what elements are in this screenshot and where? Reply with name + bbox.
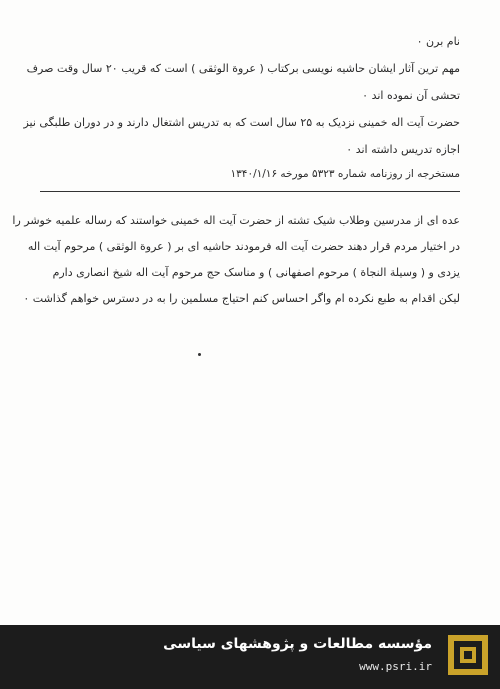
divider-line	[40, 191, 460, 192]
text-line: تحشی آن نموده اند ۰	[362, 89, 460, 102]
paragraph-two	[12, 208, 460, 312]
institute-logo-icon	[448, 635, 488, 675]
text-line: لیکن اقدام به طبع نکرده ام واگر احساس کنم احتیاج مسلمین را به در دسترس خواهم گذاشت ۰	[23, 292, 460, 305]
footer-text	[163, 633, 432, 676]
website-url: www.psri.ir	[359, 660, 432, 673]
text-line: حضرت آیت اله خمینی نزدیک به ۲۵ سال است که به تدریس اشتغال دارند و در دوران طلبگی نیز	[23, 116, 460, 129]
text-line: مهم ترین آثار ایشان حاشیه نویسی برکتاب ( عروة الوثقی ) است که قریب ۲۰ سال وقت صرف	[26, 62, 460, 75]
source-citation: مستخرجه از روزنامه شماره ۵۳۲۳ مورخه ۱۳۴۰/۱/۱۶	[230, 168, 460, 180]
text-line: اجازه تدریس داشته اند ۰	[346, 143, 460, 156]
text-line: یزدی و ( وسیلة النجاة ) مرحوم اصفهانی ) و مناسک حج مرحوم آیت اله شیخ انصاری دارم	[52, 266, 460, 279]
institute-name: مؤسسه مطالعات و پژوهشهای سیاسی	[163, 636, 432, 652]
footer-watermark	[0, 625, 500, 689]
ink-dot	[198, 353, 201, 356]
text-line: عده ای از مدرسین وطلاب شیک تشته از حضرت آیت اله خمینی خواستند که رساله علمیه خوشر را	[12, 214, 460, 227]
document-body	[12, 28, 460, 312]
name-line: نام برن ۰	[416, 35, 460, 48]
text-line: در اختیار مردم قرار دهند حضرت آیت اله فرمودند حاشیه ای بر ( عروة الوثقی ) مرحوم آیت اله	[27, 240, 460, 253]
